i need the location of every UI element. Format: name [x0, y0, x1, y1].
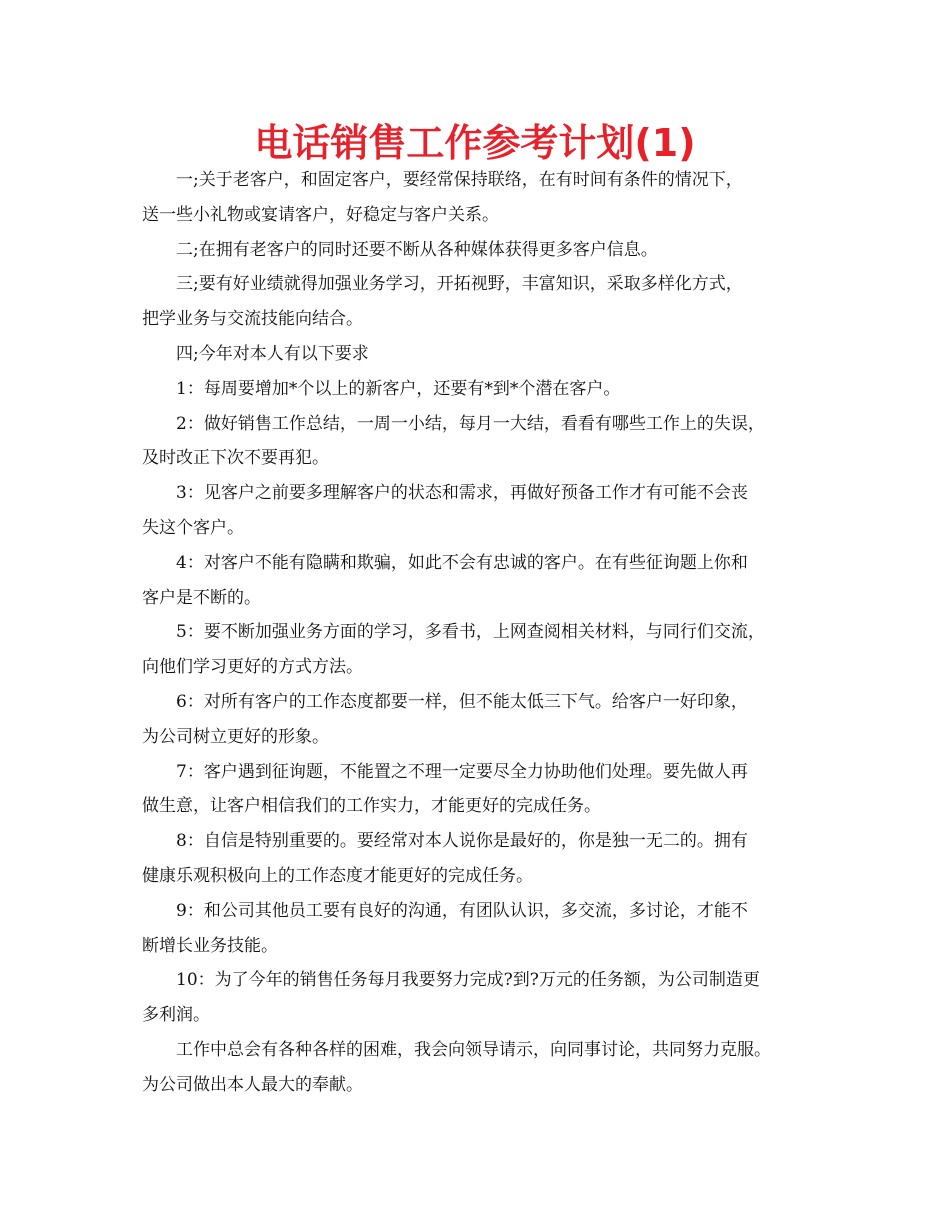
paragraph-line: 9：和公司其他员工要有良好的沟通，有团队认识，多交流，多讨论，才能不 [176, 900, 748, 921]
paragraph-line: 8：自信是特别重要的。要经常对本人说你是最好的，你是独一无二的。拥有 [176, 831, 748, 852]
paragraph-line: 三;要有好业绩就得加强业务学习，开拓视野，丰富知识，采取多样化方式， [176, 274, 743, 295]
list-item-4 [142, 546, 832, 616]
paragraph-line: 及时改正下次不要再犯。 [142, 448, 329, 469]
paragraph-line: 失这个客户。 [142, 517, 244, 538]
list-item-10 [142, 963, 832, 1033]
paragraph-line: 3：见客户之前要多理解客户的状态和需求，再做好预备工作才有可能不会丧 [176, 483, 748, 504]
paragraph-3 [142, 267, 832, 337]
paragraph-line: 二;在拥有老客户的同时还要不断从各种媒体获得更多客户信息。 [176, 239, 658, 260]
list-item-9 [142, 894, 832, 964]
paragraph-line: 做生意，让客户相信我们的工作实力，才能更好的完成任务。 [142, 796, 601, 817]
list-item-7 [142, 755, 832, 825]
paragraph-line: 向他们学习更好的方式方法。 [142, 657, 363, 678]
paragraph-line: 四;今年对本人有以下要求 [176, 343, 369, 364]
paragraph-line: 为公司做出本人最大的奉献。 [142, 1074, 363, 1095]
paragraph-4 [142, 337, 832, 372]
closing-paragraph [142, 1033, 832, 1103]
list-item-6 [142, 685, 832, 755]
paragraph-line: 工作中总会有各种各样的困难，我会向领导请示，向同事讨论，共同努力克服。 [176, 1039, 771, 1060]
document-body [142, 163, 832, 1103]
paragraph-line: 6：对所有客户的工作态度都要一样，但不能太低三下气。给客户一好印象， [176, 691, 748, 712]
paragraph-line: 送一些小礼物或宴请客户，好稳定与客户关系。 [142, 204, 499, 225]
list-item-8 [142, 824, 832, 894]
document-title: 电话销售工作参考计划(1) [254, 121, 696, 165]
paragraph-1 [142, 163, 832, 233]
list-item-3 [142, 476, 832, 546]
paragraph-line: 一;关于老客户，和固定客户，要经常保持联络，在有时间有条件的情况下， [176, 170, 743, 190]
paragraph-line: 1：每周要增加*个以上的新客户，还要有*到*个潜在客户。 [176, 378, 621, 399]
paragraph-line: 7：客户遇到征询题，不能置之不理一定要尽全力协助他们处理。要先做人再 [176, 761, 748, 782]
list-item-1 [142, 372, 832, 407]
paragraph-line: 健康乐观积极向上的工作态度才能更好的完成任务。 [142, 865, 533, 886]
paragraph-2 [142, 233, 832, 268]
paragraph-line: 把学业务与交流技能向结合。 [142, 309, 363, 330]
paragraph-line: 5：要不断加强业务方面的学习，多看书，上网查阅相关材料，与同行们交流， [176, 622, 765, 643]
paragraph-line: 10：为了今年的销售任务每月我要努力完成?到?万元的任务额，为公司制造更 [176, 970, 760, 991]
list-item-2 [142, 407, 832, 477]
paragraph-line: 4：对客户不能有隐瞒和欺骗，如此不会有忠诚的客户。在有些征询题上你和 [176, 552, 748, 573]
paragraph-line: 多利润。 [142, 1005, 210, 1026]
paragraph-line: 2：做好销售工作总结，一周一小结，每月一大结，看看有哪些工作上的失误， [176, 413, 765, 434]
paragraph-line: 为公司树立更好的形象。 [142, 726, 329, 747]
paragraph-line: 客户是不断的。 [142, 587, 261, 608]
list-item-5 [142, 615, 832, 685]
paragraph-line: 断增长业务技能。 [142, 935, 278, 956]
